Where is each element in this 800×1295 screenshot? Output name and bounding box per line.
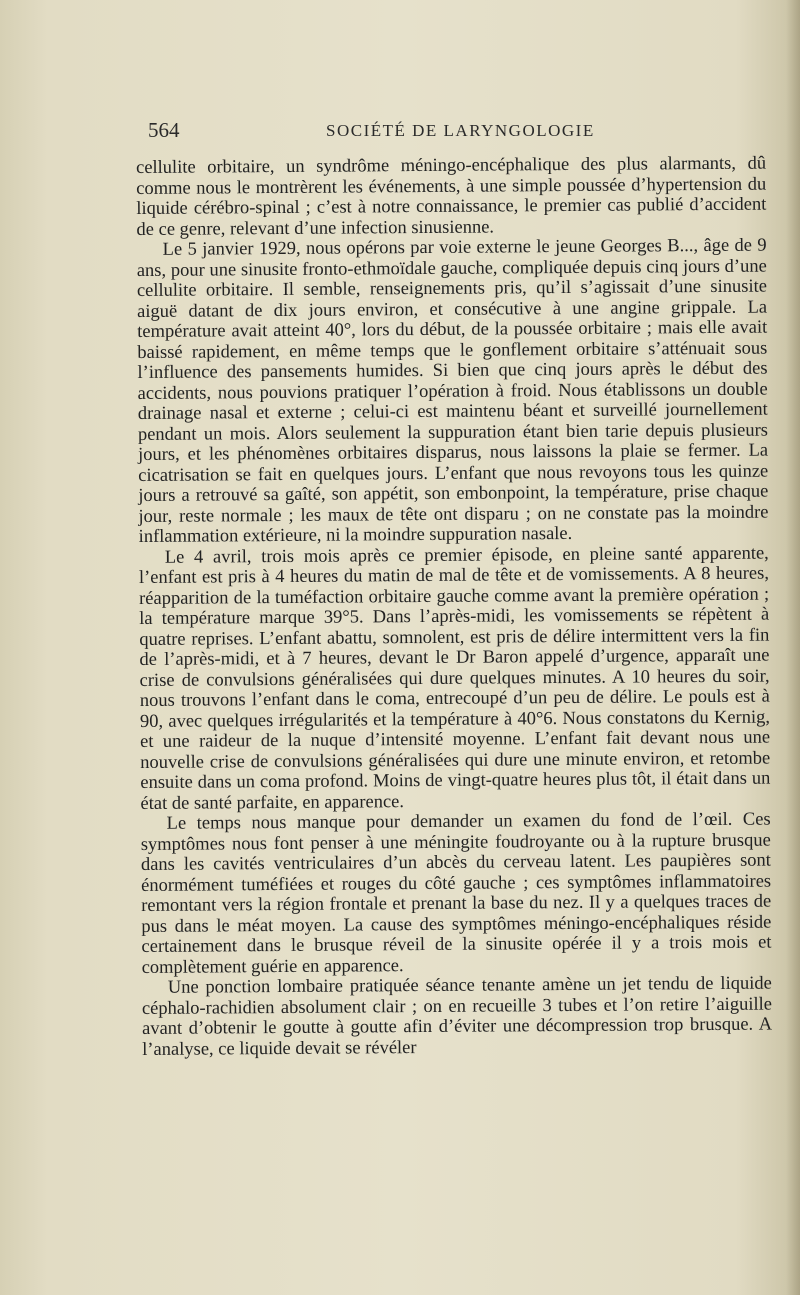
page-header — [148, 118, 748, 148]
paragraph: Une ponction lombaire pratiquée séance tenante amène un jet tendu de liquide céphalo-rachidien absolument clair ; on en recueille 3 tubes et l’on retire l’aiguille avant d’obtenir le goutte à goutte afin d’éviter une décompression trop brusque. A l’analyse, ce liquide devait se révéler — [141, 973, 773, 1060]
paragraph: cellulite orbitaire, un syndrôme méningo-encéphalique des plus alarmants, dû comme nous le montrèrent les événements, à une simple poussée d’hypertension du liquide cérébro-spinal ; c’est à notre connaissance, le premier cas publié d’accident de ce genre, relevant d’une infection sinusienne. — [136, 153, 767, 240]
running-head: SOCIÉTÉ DE LARYNGOLOGIE — [326, 121, 595, 140]
page-number: 564 — [148, 118, 180, 142]
paragraph: Le 4 avril, trois mois après ce premier épisode, en pleine santé apparente, l’enfant est pris à 4 heures du matin de mal de tête et de vomissements. A 8 heures, réapparition de la tuméfaction orbitaire gauche comme avant la première opération ; la température marque 39°5. Dans l’après-midi, les vomissements se répètent à quatre reprises. L’enfant abattu, somnolent, est pris de délire intermittent vers la fin de l’après-midi, et à 7 heures, devant le Dr Baron appelé d’urgence, apparaît une crise de convulsions généralisées qui dure quelques minutes. A 10 heures du soir, nous trouvons l’enfant dans le coma, entrecoupé d’un peu de délire. Le pouls est à 90, avec quelques irrégularités et la température à 40°6. Nous constatons du Kernig, et une raideur de la nuque d’intensité moyenne. L’enfant fait devant nous une nouvelle crise de convulsions généralisées qui dure une minute environ, et retombe ensuite dans un coma profond. Moins de vingt-quatre heures plus tôt, il était dans un état de santé parfaite, en apparence. — [138, 543, 771, 814]
paragraph: Le 5 janvier 1929, nous opérons par voie externe le jeune Georges B..., âge de 9 ans, pour une sinusite fronto-ethmoïdale gauche, compliquée depuis cinq jours d’une cellulite orbitaire. Il semble, renseignements pris, qu’il s’agissait d’une sinusite aiguë datant de dix jours environ, et consécutive à une angine grippale. La température avait atteint 40°, lors du début, de la poussée orbitaire ; mais elle avait baissé rapidement, en même temps que le gonflement orbitaire s’atténuait sous l’influence des pansements humides. Si bien que cinq jours après le début des accidents, nous pouvions pratiquer l’opération à froid. Nous établissons un double drainage nasal et externe ; celui-ci est maintenu béant et surveillé journellement pendant un mois. Alors seulement la suppuration étant bien tarie depuis plusieurs jours, et les phénomènes orbitaires disparus, nous laissons la plaie se fermer. La cicatrisation se fait en quelques jours. L’enfant que nous revoyons tous les quinze jours a retrouvé sa gaîté, son appétit, son embonpoint, la température, prise chaque jour, reste normale ; les maux de tête ont disparu ; on ne constate pas la moindre inflammation extérieure, ni la moindre suppuration nasale. — [136, 235, 769, 547]
body-text — [136, 154, 772, 1060]
page-binding-shadow — [786, 0, 800, 1295]
paragraph: Le temps nous manque pour demander un examen du fond de l’œil. Ces symptômes nous font penser à une méningite foudroyante ou à la rupture brusque dans les cavités ventriculaires d’un abcès du cerveau latent. Les paupières sont énormément tuméfiées et rouges du côté gauche ; ces symptômes inflammatoires remontant vers la région frontale et prenant la base du nez. Il y a quelques traces de pus dans le méat moyen. La cause des symptômes méningo-encéphaliques réside certainement dans le brusque réveil de la sinusite opérée il y a trois mois et complètement guérie en apparence. — [140, 809, 772, 978]
